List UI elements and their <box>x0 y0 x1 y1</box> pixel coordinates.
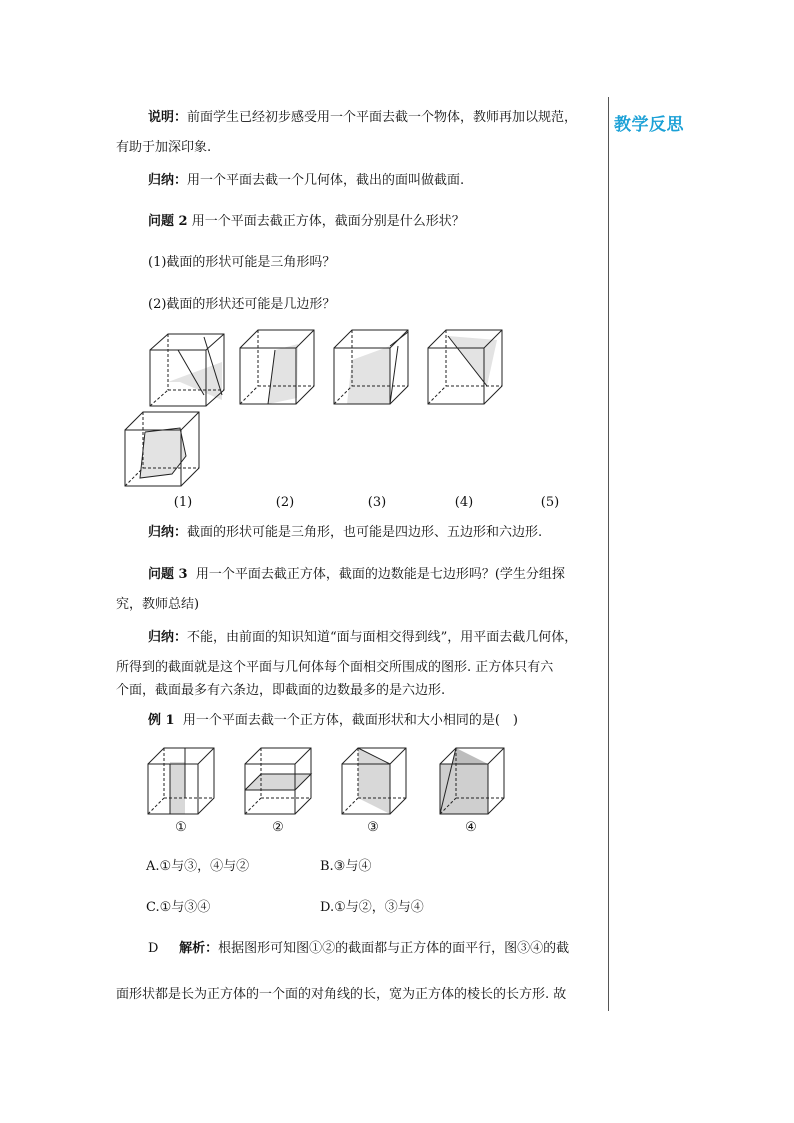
option-b: B.③与④ <box>320 859 372 874</box>
summary-3-line2: 所得到的截面就是这个平面与几何体每个面相交所围成的图形. 正方体只有六 <box>116 660 554 675</box>
figure-label-circle-2: ② <box>272 820 284 835</box>
figure-label-circle-1: ① <box>175 820 187 835</box>
summary-2: 归纳：截面的形状可能是三角形，也可能是四边形、五边形和六边形. <box>148 525 543 540</box>
explanation-line1: 说明：前面学生已经初步感受用一个平面去截一个物体，教师再加以规范， <box>148 110 578 125</box>
cube-5 <box>125 412 199 486</box>
figure-label-2: (2) <box>275 495 295 510</box>
cube-circle-4 <box>440 748 504 814</box>
figure-label-1: (1) <box>173 495 193 510</box>
figure-label-5: (5) <box>540 495 560 510</box>
question-2-part-2: (2)截面的形状还可能是几边形？ <box>148 297 336 312</box>
cube-2 <box>240 330 314 404</box>
option-a: A.①与③，④与② <box>146 859 250 874</box>
cube-circle-3 <box>342 748 406 814</box>
answer-line1: D 解析：根据图形可知图①②的截面都与正方体的面平行，图③④的截 <box>148 941 570 956</box>
figure-label-circle-3: ③ <box>367 820 379 835</box>
cube-4 <box>428 330 502 404</box>
figure-label-3: (3) <box>367 495 387 510</box>
figure-label-4: (4) <box>454 495 474 510</box>
cube-circle-1 <box>148 748 214 814</box>
summary-1: 归纳：用一个平面去截一个几何体，截出的面叫做截面. <box>148 173 465 188</box>
figure-label-circle-4: ④ <box>465 820 477 835</box>
question-3-line1: 问题 3 用一个平面去截正方体，截面的边数能是七边形吗？(学生分组探 <box>148 567 565 582</box>
question-2: 问题 2 用一个平面去截正方体，截面分别是什么形状？ <box>148 214 465 229</box>
explanation-line2: 有助于加深印象. <box>116 140 212 155</box>
summary-3-line1: 归纳：不能，由前面的知识知道“面与面相交得到线”，用平面去截几何体， <box>148 630 578 645</box>
option-c: C.①与③④ <box>146 900 211 915</box>
question-3-line2: 究，教师总结) <box>116 597 200 612</box>
teaching-reflection-title: 教学反思 <box>614 115 684 135</box>
cube-3 <box>334 330 408 404</box>
option-d: D.①与②，③与④ <box>320 900 424 915</box>
cube-1 <box>150 334 224 406</box>
summary-3-line3: 个面，截面最多有六条边，即截面的边数最多的是六边形. <box>116 683 446 698</box>
answer-line2: 面形状都是长为正方体的一个面的对角线的长，宽为正方体的棱长的长方形. 故 <box>116 987 567 1002</box>
question-2-part-1: (1)截面的形状可能是三角形吗？ <box>148 255 336 270</box>
cube-circle-2 <box>245 748 311 814</box>
example-1: 例 1 用一个平面去截一个正方体，截面形状和大小相同的是( ) <box>148 713 518 728</box>
